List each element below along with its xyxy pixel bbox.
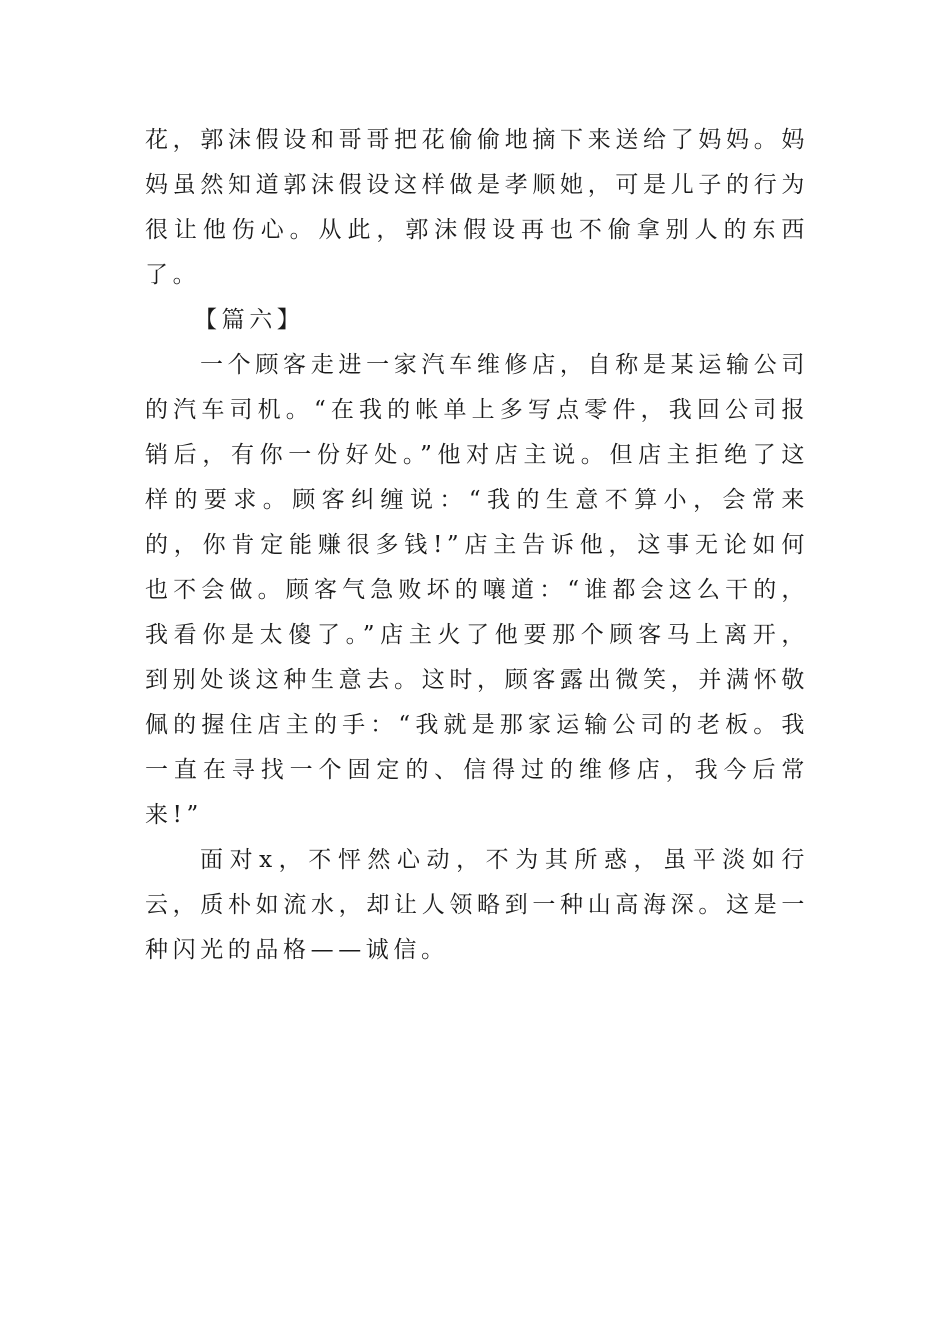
document-body — [145, 118, 809, 973]
section-heading: 【篇六】 — [194, 307, 305, 333]
paragraph-story: 一个顾客走进一家汽车维修店，自称是某运输公司的汽车司机。“在我的帐单上多写点零件，我回公司报销后，有你一份好处。”他对店主说。但店主拒绝了这样的要求。顾客纠缠说：“我的生意不算小，会常来的，你肯定能赚很多钱!”店主告诉他，这事无论如何也不会做。顾客气急败坏的嚷道：“谁都会这么干的，我看你是太傻了。”店主火了他要那个顾客马上离开，到别处谈这种生意去。这时，顾客露出微笑，并满怀敬佩的握住店主的手：“我就是那家运输公司的老板。我一直在寻找一个固定的、信得过的维修店，我今后常来!” — [145, 352, 809, 828]
paragraph-continuation: 花，郭沫假设和哥哥把花偷偷地摘下来送给了妈妈。妈妈虽然知道郭沫假设这样做是孝顺她，可是儿子的行为很让他伤心。从此，郭沫假设再也不偷拿别人的东西了。 — [145, 127, 809, 288]
paragraph-conclusion: 面对x，不怦然心动，不为其所惑，虽平淡如行云，质朴如流水，却让人领略到一种山高海深。这是一种闪光的品格——诚信。 — [145, 847, 809, 963]
